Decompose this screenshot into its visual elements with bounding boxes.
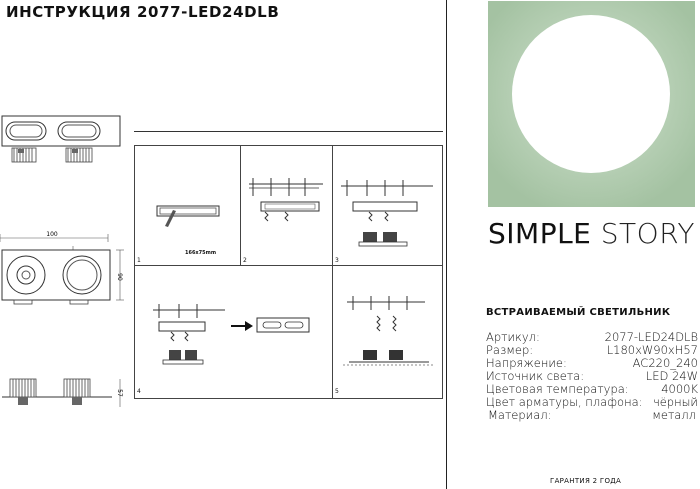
connect-illustration [333,146,442,266]
step-5-panel [333,266,442,398]
front-view-drawing [0,228,130,318]
spec-value: LED 24W [645,369,698,383]
step-number: 2 [243,257,247,264]
product-photo [488,1,695,207]
step-2-panel [241,146,333,266]
spec-value: металл [652,408,696,422]
wiring-illustration [241,146,333,266]
top-view-drawing [0,110,130,190]
spec-label: Источник света: [486,369,585,383]
brand-word-1: SIMPLE [488,217,592,250]
spec-value: 2077-LED24DLB [604,330,698,344]
side-view-drawing [0,375,130,415]
product-type-heading: ВСТРАИВАЕМЫЙ СВЕТИЛЬНИК [486,307,671,318]
width-dimension: 100 [46,231,58,238]
step-number: 3 [335,257,339,264]
cutout-size-label: 166x75mm [185,250,217,256]
installation-steps [134,145,443,399]
spec-label: Размер: [486,343,534,357]
spec-label: Цвет арматуры, плафона: [486,395,643,409]
spec-row [486,409,698,422]
brand-word-2: STORY [600,217,695,250]
spec-value: L180xW90xH57 [606,343,698,357]
spec-label: Цветовая температура: [486,382,629,396]
height-dimension: 90 [116,273,123,281]
brand-logo [488,217,695,250]
step-4-panel [135,266,333,398]
spec-label: Напряжение: [486,356,567,370]
lamp-image [488,1,695,207]
spec-label: Материал: [488,408,552,422]
column-divider [446,0,447,489]
depth-dimension: 57 [116,389,123,397]
spec-value: AC220_240 [632,356,698,370]
spec-table [486,331,698,422]
step-1-panel [135,146,241,266]
header-rule [134,131,443,132]
spec-value: чёрный [652,395,698,409]
spec-label: Артикул: [486,330,540,344]
step-number: 1 [137,257,141,264]
warranty-note: ГАРАНТИЯ 2 ГОДА [550,477,622,485]
cutout-illustration [135,146,241,266]
step-number: 5 [335,388,339,395]
page-title: ИНСТРУКЦИЯ 2077-LED24DLB [6,3,280,21]
spec-value: 4000K [661,382,698,396]
step-number: 4 [137,388,141,395]
assembly-illustration [135,266,333,398]
mounting-illustration [333,266,442,398]
step-3-panel [333,146,442,266]
